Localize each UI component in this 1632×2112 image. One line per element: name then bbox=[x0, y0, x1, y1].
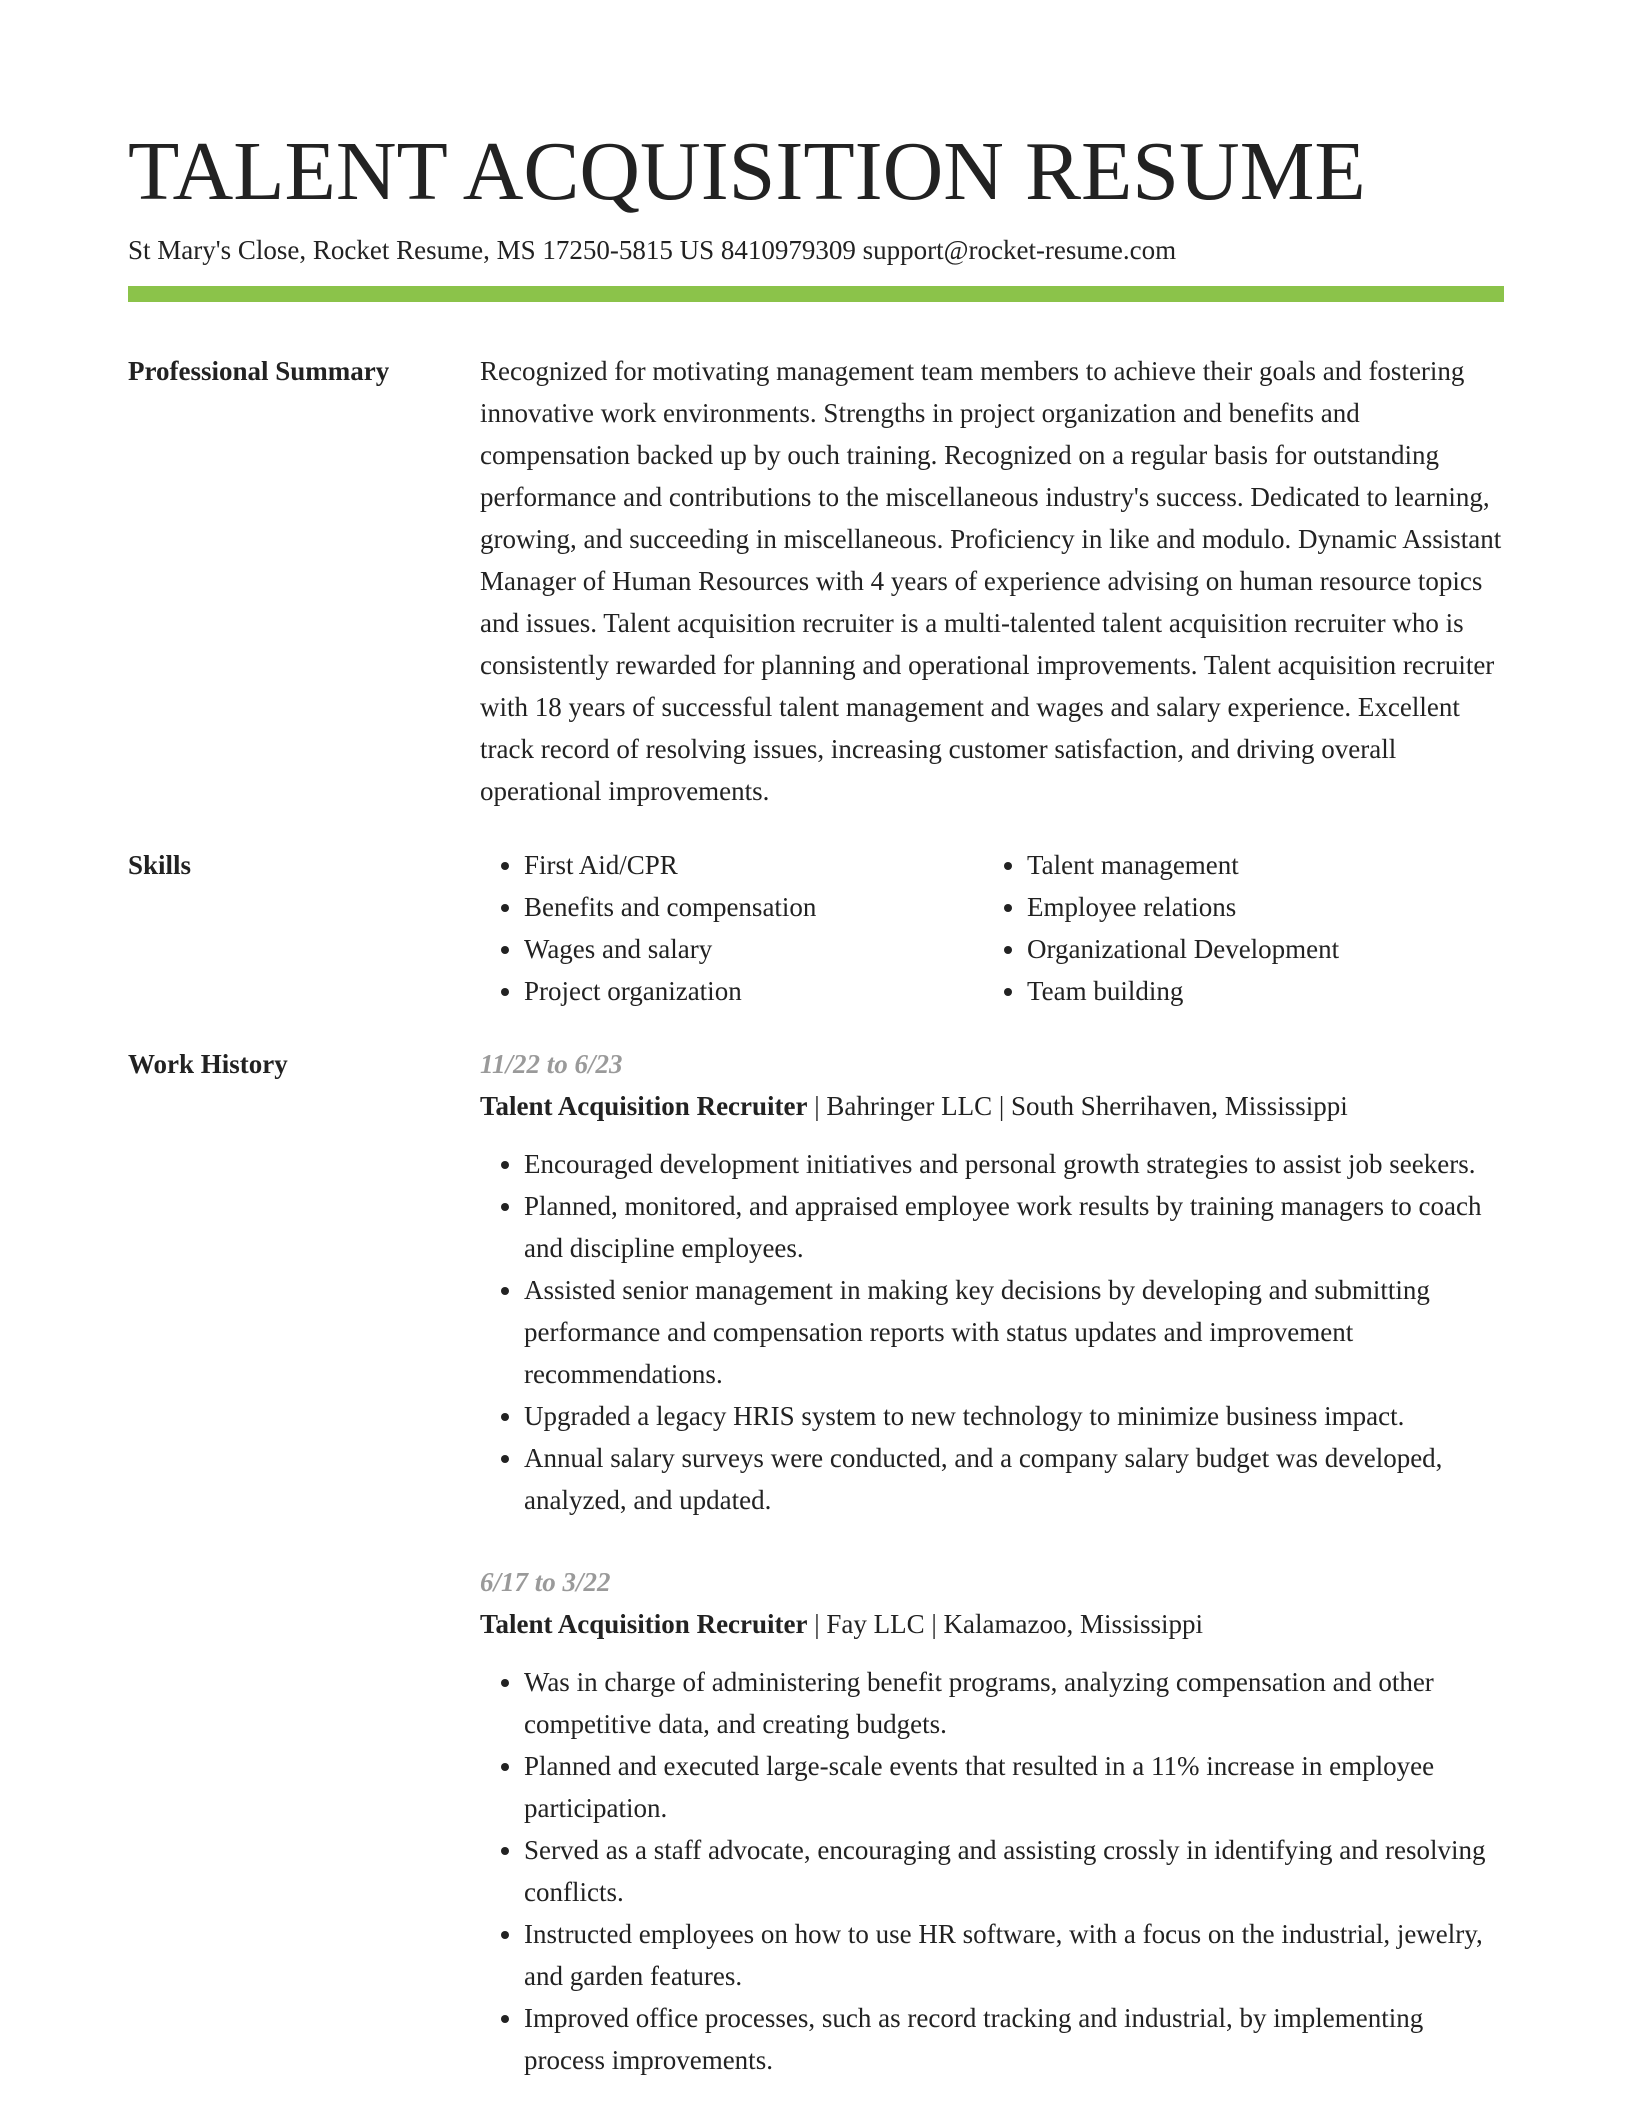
job-dates: 11/22 to 6/23 bbox=[480, 1049, 623, 1079]
skill-item: • Talent management bbox=[1027, 844, 1506, 886]
work-history-heading: Work History bbox=[128, 1049, 288, 1079]
accent-divider bbox=[128, 286, 1504, 302]
job-entry bbox=[480, 1043, 1506, 1521]
job-bullet: • Served as a staff advocate, encouraging and assisting crossly in identifying and resolving conflicts. bbox=[524, 1829, 1506, 1913]
job-bullet: • Improved office processes, such as record tracking and industrial, by implementing process improvements. bbox=[524, 1997, 1506, 2081]
summary-text: Recognized for motivating management team members to achieve their goals and fostering innovative work environments. Strengths in project organization and benefits and compensation backed up by ouch training. Recognized on a regular basis for outstanding performance and contributions to the miscellaneous industry's success. Dedicated to learning, growing, and succeeding in miscellaneous. Proficiency in like and modulo. Dynamic Assistant Manager of Human Resources with 4 years of experience advising on human resource topics and issues. Talent acquisition recruiter is a multi-talented talent acquisition recruiter who is consistently rewarded for planning and operational improvements. Talent acquisition recruiter with 18 years of successful talent management and wages and salary experience. Excellent track record of resolving issues, increasing customer satisfaction, and driving overall operational improvements. bbox=[480, 356, 1502, 806]
job-bullets bbox=[480, 1143, 1506, 1521]
job-entry bbox=[480, 1561, 1506, 2081]
skill-item: • First Aid/CPR bbox=[524, 844, 983, 886]
job-bullet: • Planned and executed large-scale events that resulted in a 11% increase in employee participation. bbox=[524, 1745, 1506, 1829]
job-header bbox=[480, 1603, 1506, 1645]
job-bullet: • Assisted senior management in making key decisions by developing and submitting performance and compensation reports with status updates and improvement recommendations. bbox=[524, 1269, 1506, 1395]
job-bullet: • Upgraded a legacy HRIS system to new technology to minimize business impact. bbox=[524, 1395, 1506, 1437]
job-title: Talent Acquisition Recruiter bbox=[480, 1609, 808, 1639]
job-dates: 6/17 to 3/22 bbox=[480, 1567, 611, 1597]
skills-list-left bbox=[480, 844, 983, 1012]
job-details: | Bahringer LLC | South Sherrihaven, Mississippi bbox=[807, 1091, 1348, 1121]
skill-item: • Benefits and compensation bbox=[524, 886, 983, 928]
skill-item: • Wages and salary bbox=[524, 928, 983, 970]
skill-item: • Team building bbox=[1027, 970, 1506, 1012]
skill-item: • Organizational Development bbox=[1027, 928, 1506, 970]
contact-line: St Mary's Close, Rocket Resume, MS 17250-5815 US 8410979309 support@rocket-resume.com bbox=[128, 235, 1177, 265]
resume-title: TALENT ACQUISITION RESUME bbox=[128, 125, 1366, 218]
skills-heading: Skills bbox=[128, 850, 192, 880]
summary-heading: Professional Summary bbox=[128, 356, 390, 386]
skills-body bbox=[480, 844, 1506, 1012]
job-bullet: • Encouraged development initiatives and personal growth strategies to assist job seekers. bbox=[524, 1143, 1506, 1185]
job-bullet: • Instructed employees on how to use HR software, with a focus on the industrial, jewelry, and garden features. bbox=[524, 1913, 1506, 1997]
summary-body bbox=[480, 350, 1506, 812]
skill-item: • Employee relations bbox=[1027, 886, 1506, 928]
skill-item: • Project organization bbox=[524, 970, 983, 1012]
job-bullet: • Was in charge of administering benefit programs, analyzing compensation and other competitive data, and creating budgets. bbox=[524, 1661, 1506, 1745]
job-bullet: • Planned, monitored, and appraised employee work results by training managers to coach and discipline employees. bbox=[524, 1185, 1506, 1269]
job-details: | Fay LLC | Kalamazoo, Mississippi bbox=[807, 1609, 1204, 1639]
work-history-body bbox=[480, 1043, 1506, 2081]
job-title: Talent Acquisition Recruiter bbox=[480, 1091, 808, 1121]
job-header bbox=[480, 1085, 1506, 1127]
skills-list-right bbox=[983, 844, 1506, 1012]
job-bullet: • Annual salary surveys were conducted, and a company salary budget was developed, analyzed, and updated. bbox=[524, 1437, 1506, 1521]
job-bullets bbox=[480, 1661, 1506, 2081]
